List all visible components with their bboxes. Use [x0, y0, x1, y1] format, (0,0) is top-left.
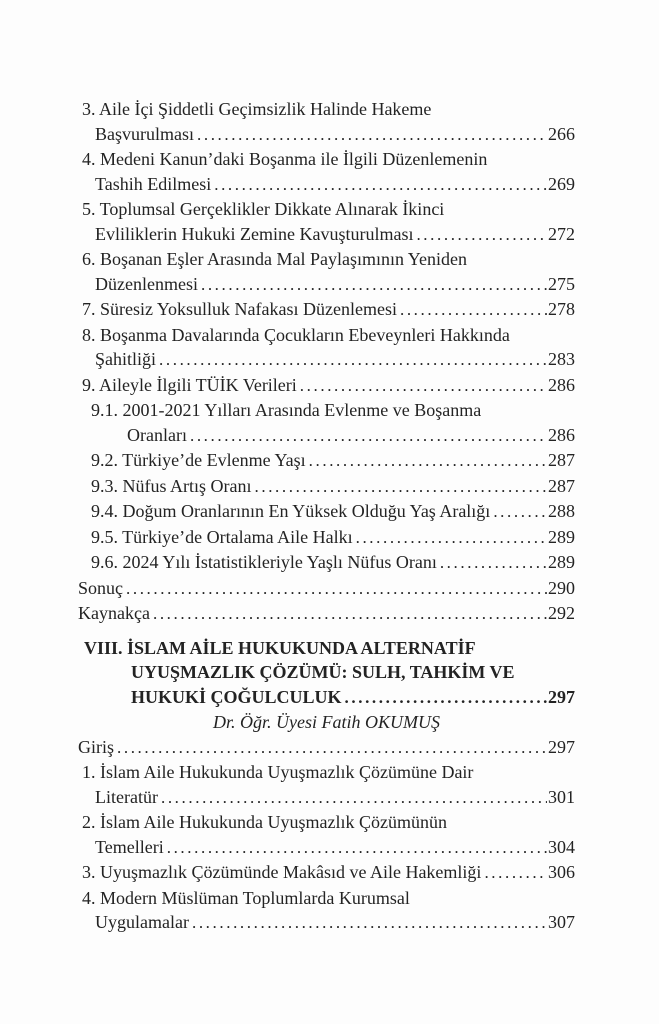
chapter-author: Dr. Öğr. Üyesi Fatih OKUMUŞ	[213, 712, 440, 732]
toc-entry-last-row	[82, 297, 575, 323]
toc-entry	[78, 860, 575, 886]
toc-entry	[78, 735, 575, 761]
dot-leader	[117, 735, 547, 761]
toc-page-number: 288	[548, 501, 575, 521]
dot-leader	[493, 499, 547, 525]
toc-entry-last-row	[78, 576, 575, 602]
toc-entry-line: 5. Toplumsal Gerçeklikler Dikkate Alınarak İkinci	[82, 199, 445, 219]
toc-entry-line: Temelleri	[95, 836, 164, 857]
section-heading	[78, 636, 575, 711]
toc-entry-last-row	[91, 499, 575, 525]
toc-entry-line: Uygulamalar	[95, 912, 189, 932]
dot-leader	[416, 222, 547, 248]
section-heading-last-row	[131, 685, 575, 711]
toc-entry	[78, 525, 575, 551]
toc-entry	[78, 760, 575, 810]
toc-page-number: 306	[548, 862, 575, 882]
toc-page-number: 266	[548, 123, 575, 144]
toc-entry-last-row	[91, 474, 575, 500]
toc-page-number: 287	[548, 450, 575, 470]
toc-entry-last-row	[91, 550, 575, 576]
toc-entry-line: Tashih Edilmesi	[95, 173, 212, 194]
toc-page-number: 290	[548, 577, 575, 598]
toc-page-number: 297	[548, 736, 575, 757]
toc-entry	[78, 247, 575, 297]
toc-entry-line: Literatür	[95, 786, 158, 807]
toc-entry-line: 3. Uyuşmazlık Çözümünde Makâsıd ve Aile Hakemliği	[82, 862, 482, 882]
toc-page-number: 292	[548, 603, 575, 623]
toc-page-number: 272	[548, 223, 575, 244]
toc-entry-line: 4. Medeni Kanun’daki Boşanma ile İlgili Düzenlemenin	[82, 149, 488, 169]
toc-entry-line: 1. İslam Aile Hukukunda Uyuşmazlık Çözümüne Dair	[82, 762, 474, 782]
toc-entry-last-row	[95, 910, 575, 936]
toc-entry	[78, 323, 575, 373]
dot-leader	[153, 601, 547, 627]
toc-entry-last-row	[95, 347, 575, 373]
toc-entry-last-row	[95, 785, 575, 811]
dot-leader	[484, 860, 547, 886]
dot-leader	[190, 423, 547, 449]
dot-leader	[192, 910, 547, 936]
toc-entry-line: 9.6. 2024 Yılı İstatistikleriyle Yaşlı Nüfus Oranı	[91, 552, 437, 572]
section-heading-line: UYUŞMAZLIK ÇÖZÜMÜ: SULH, TAHKİM VE	[131, 662, 515, 682]
toc-entry-last-row	[91, 525, 575, 551]
toc-entry-line: 9.4. Doğum Oranlarının En Yüksek Olduğu Yaş Aralığı	[91, 501, 491, 521]
toc-entry-line: Evliliklerin Hukuki Zemine Kavuşturulması	[95, 223, 414, 244]
toc-entry	[78, 147, 575, 197]
toc-entry	[78, 97, 575, 147]
toc-entry	[78, 297, 575, 323]
toc-entry-last-row	[95, 835, 575, 861]
dot-leader	[400, 297, 547, 323]
toc-entry-line: Şahitliği	[95, 349, 157, 369]
dot-leader	[201, 272, 547, 298]
dot-leader	[214, 172, 547, 198]
toc-entry	[78, 810, 575, 860]
toc-entry-line: Giriş	[78, 736, 114, 757]
dot-leader	[126, 576, 547, 602]
toc-entry-line: Başvurulması	[95, 123, 194, 144]
toc-entry-last-row	[95, 222, 575, 248]
toc-page-number: 307	[548, 912, 575, 932]
toc-page-number: 297	[548, 686, 575, 707]
toc-entry	[78, 499, 575, 525]
section-heading-line: HUKUKİ ÇOĞULCULUK	[131, 686, 342, 707]
toc-entry-line: 9.1. 2001-2021 Yılları Arasında Evlenme ve Boşanma	[91, 400, 482, 420]
toc-page-number: 289	[548, 552, 575, 572]
toc-page-number: 283	[548, 349, 575, 369]
toc-entry-line: 6. Boşanan Eşler Arasında Mal Paylaşımının Yeniden	[82, 249, 467, 269]
toc-entry-line: Oranları	[127, 424, 187, 445]
toc-entry-line: 9.2. Türkiye’de Evlenme Yaşı	[91, 450, 306, 470]
section-heading-line: VIII. İSLAM AİLE HUKUKUNDA ALTERNATİF	[84, 637, 476, 658]
toc-entry-line: 9.5. Türkiye’de Ortalama Aile Halkı	[91, 526, 353, 547]
toc-entry-last-row	[95, 272, 575, 298]
dot-leader	[161, 785, 547, 811]
toc-page-number: 289	[548, 526, 575, 547]
toc-entry	[78, 398, 575, 448]
toc-page-number: 304	[548, 836, 575, 857]
toc-page-number: 286	[548, 424, 575, 445]
toc-entry-line: 8. Boşanma Davalarında Çocukların Ebeveynleri Hakkında	[82, 324, 510, 345]
toc-entry	[78, 550, 575, 576]
dot-leader	[356, 525, 547, 551]
toc-entry-last-row	[82, 373, 575, 399]
toc-page-number: 278	[548, 299, 575, 319]
dot-leader	[309, 448, 547, 474]
toc-page-number: 301	[548, 786, 575, 807]
toc-entry-last-row	[127, 423, 575, 449]
toc-entry-line: Düzenlenmesi	[95, 273, 198, 294]
toc-entry-last-row	[78, 601, 575, 627]
dot-leader	[197, 122, 547, 148]
dot-leader	[345, 685, 547, 711]
toc-entry	[78, 576, 575, 602]
dot-leader	[440, 550, 547, 576]
toc-entry	[78, 373, 575, 399]
dot-leader	[167, 835, 547, 861]
toc-entry-line: 2. İslam Aile Hukukunda Uyuşmazlık Çözümünün	[82, 812, 447, 832]
toc-entry-last-row	[95, 172, 575, 198]
toc-entry	[78, 448, 575, 474]
toc-page-number: 287	[548, 475, 575, 496]
toc-entry	[78, 886, 575, 936]
toc-section-top	[78, 97, 575, 627]
toc-entry-last-row	[91, 448, 575, 474]
toc-page-number: 275	[548, 273, 575, 294]
toc-page-number: 286	[548, 374, 575, 395]
toc-section-bottom	[78, 735, 575, 936]
toc-entry	[78, 474, 575, 500]
toc-entry-line: 4. Modern Müslüman Toplumlarda Kurumsal	[82, 887, 410, 908]
toc-entry	[78, 197, 575, 247]
toc-entry-line: 9.3. Nüfus Artış Oranı	[91, 475, 252, 496]
dot-leader	[159, 347, 547, 373]
toc-entry-line: Kaynakça	[78, 603, 150, 623]
dot-leader	[255, 474, 548, 500]
toc-entry-line: 9. Aileyle İlgili TÜİK Verileri	[82, 374, 297, 395]
toc-entry-last-row	[78, 735, 575, 761]
toc-entry-line: 3. Aile İçi Şiddetli Geçimsizlik Halinde Hakeme	[82, 99, 432, 119]
toc-entry-last-row	[95, 122, 575, 148]
toc-page-number: 269	[548, 173, 575, 194]
toc-entry-last-row	[82, 860, 575, 886]
toc-entry-line: 7. Süresiz Yoksulluk Nafakası Düzenlemesi	[82, 299, 397, 319]
toc-entry-line: Sonuç	[78, 577, 123, 598]
toc-entry	[78, 601, 575, 627]
dot-leader	[300, 373, 547, 399]
